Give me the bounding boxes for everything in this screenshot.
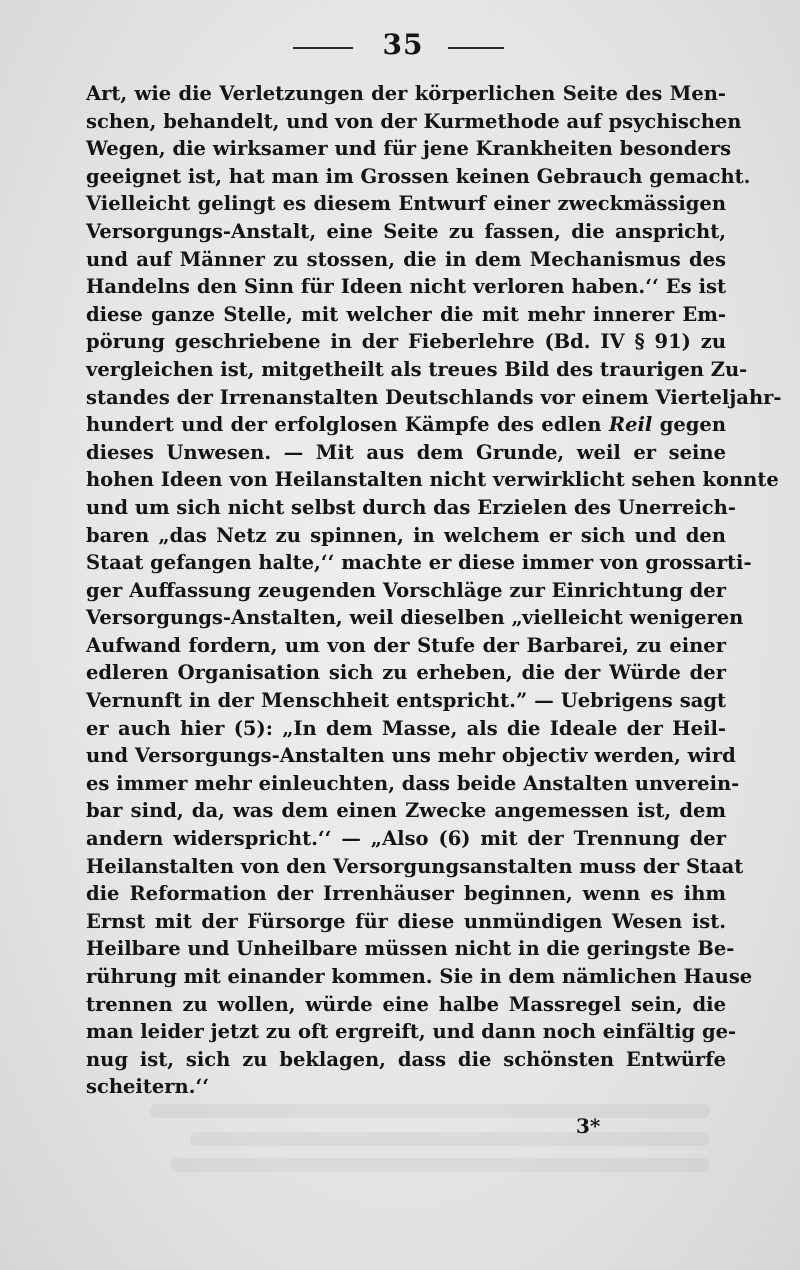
text-line: rührung mit einander kommen. Sie in dem nämlichen Hause	[86, 965, 753, 988]
text-line: es immer mehr einleuchten, dass beide Anstalten unverein-	[86, 771, 740, 795]
text-line: man leider jetzt zu oft ergreift, und dann noch einfältig ge-	[86, 1020, 737, 1044]
text-line: ger Auffassung zeugenden Vorschläge zur Einrichtung der	[86, 578, 726, 602]
text-line-head: hundert und der erfolglosen Kämpfe des edlen	[86, 413, 602, 437]
header-rule-left	[293, 47, 353, 49]
text-line: dieses Unwesen. — Mit aus dem Grunde, weil er seine	[86, 440, 726, 464]
text-line: nug ist, sich zu beklagen, dass die schönsten Entwürfe	[86, 1047, 726, 1071]
text-line: Heilanstalten von den Versorgungsanstalten muss der Staat	[86, 854, 744, 878]
text-line: Heilbare und Unheilbare müssen nicht in die geringste Be-	[86, 937, 735, 961]
text-line: diese ganze Stelle, mit welcher die mit mehr innerer Em-	[86, 302, 726, 326]
text-line: die Reformation der Irrenhäuser beginnen, wenn es ihm	[86, 882, 726, 906]
text-line: hohen Ideen von Heilanstalten nicht verwirklicht sehen konnte	[86, 468, 779, 492]
text-line: Art, wie die Verletzungen der körperlichen Seite des Men-	[86, 82, 726, 105]
body-text	[86, 80, 782, 1101]
text-line: Versorgungs-Anstalt, eine Seite zu fassen, die anspricht,	[86, 219, 726, 243]
text-line: geeignet ist, hat man im Grossen keinen Gebrauch gemacht.	[86, 164, 751, 188]
text-line: Wegen, die wirksamer und für jene Krankheiten besonders	[86, 137, 732, 161]
text-line: schen, behandelt, und von der Kurmethode auf psychischen	[86, 109, 742, 133]
text-line-last: scheitern.‘‘	[86, 1075, 210, 1099]
text-line: baren „das Netz zu spinnen, in welchem er sich und den	[86, 523, 726, 547]
page-header	[0, 28, 800, 64]
text-line: Aufwand fordern, um von der Stufe der Barbarei, zu einer	[86, 633, 726, 657]
text-line: vergleichen ist, mitgetheilt als treues Bild des traurigen Zu-	[86, 357, 748, 381]
text-line: und auf Männer zu stossen, die in dem Mechanismus des	[86, 247, 726, 271]
text-line: er auch hier (5): „In dem Masse, als die Ideale der Heil-	[86, 716, 726, 740]
text-line: und um sich nicht selbst durch das Erzielen des Unerreich-	[86, 495, 736, 519]
show-through-shadow	[150, 1104, 710, 1118]
person-name-reil: Reil	[608, 413, 653, 437]
header-rule-right	[448, 47, 504, 49]
text-line: Vernunft in der Menschheit entspricht.” — Uebrigens sagt	[86, 689, 726, 713]
text-line-tail: gegen	[659, 413, 726, 437]
text-line: und Versorgungs-Anstalten uns mehr objectiv werden, wird	[86, 744, 736, 768]
text-line: bar sind, da, was dem einen Zwecke angemessen ist, dem	[86, 799, 726, 823]
show-through-shadow	[170, 1158, 710, 1172]
text-line: Staat gefangen halte,‘‘ machte er diese immer von grossarti-	[86, 551, 752, 575]
page-number: 35	[382, 28, 424, 61]
text-line: edleren Organisation sich zu erheben, die der Würde der	[86, 661, 726, 685]
show-through-shadow	[190, 1132, 710, 1146]
text-line: andern widerspricht.‘‘ — „Also (6) mit der Trennung der	[86, 827, 726, 851]
signature-mark: 3*	[576, 1114, 601, 1138]
text-line: Versorgungs-Anstalten, weil dieselben „vielleicht wenigeren	[86, 606, 744, 630]
text-line: trennen zu wollen, würde eine halbe Massregel sein, die	[86, 992, 726, 1016]
text-line: standes der Irrenanstalten Deutschlands vor einem Vierteljahr-	[86, 385, 782, 409]
text-line-with-name	[86, 411, 726, 439]
text-line: Vielleicht gelingt es diesem Entwurf einer zweckmässigen	[86, 192, 726, 216]
text-line: pörung geschriebene in der Fieberlehre (Bd. IV § 91) zu	[86, 330, 726, 354]
text-line: Ernst mit der Fürsorge für diese unmündigen Wesen ist.	[86, 909, 726, 933]
text-line: Handelns den Sinn für Ideen nicht verloren haben.‘‘ Es ist	[86, 275, 726, 299]
